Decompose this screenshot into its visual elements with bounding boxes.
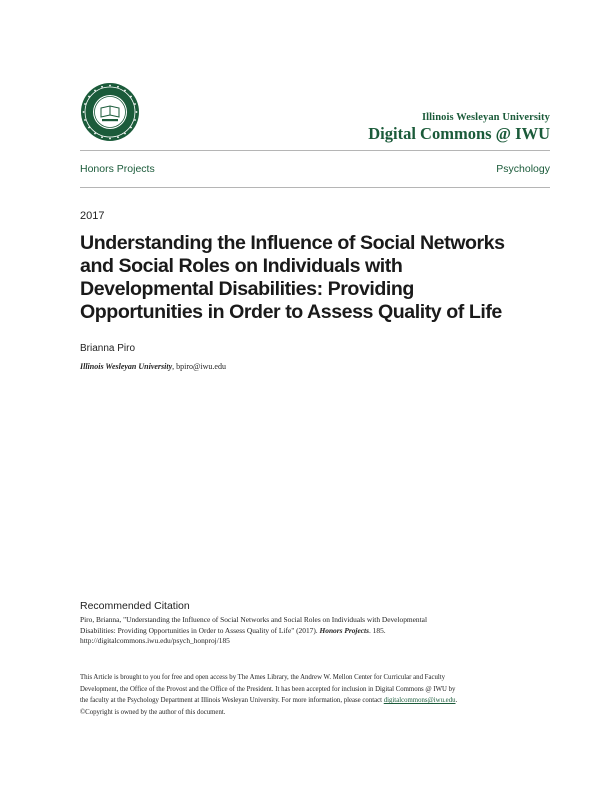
author-name: Brianna Piro [80,343,136,354]
repository-title[interactable]: Digital Commons @ IWU [368,124,550,143]
title-line-3: Developmental Disabilities: Providing [80,278,414,300]
citation-line-2-text: Disabilities: Providing Opportunities in Order to Assess Quality of Life" (2017). [80,625,320,635]
affiliation-email[interactable]: , bpiro@iwu.edu [172,362,226,371]
citation-line-1: Piro, Brianna, "Understanding the Influence of Social Networks and Social Roles on Individuals with Developmental [80,615,428,624]
access-line-2: Development, the Office of the Provost and the Office of the President. It has been accepted for inclusion in Digital Commons @ IWU by [80,685,456,693]
copyright-notice: ©Copyright is owned by the author of this document. [80,708,226,716]
citation-line-2 [80,626,550,637]
top-divider [80,150,550,151]
contact-email-link[interactable]: digitalcommons@iwu.edu [383,697,456,704]
honors-projects-link[interactable]: Honors Projects [80,163,155,175]
title-line-4: Opportunities in Order to Assess Quality of Life [80,301,502,323]
citation-url[interactable]: http://digitalcommons.iwu.edu/psych_honproj/185 [80,636,230,645]
publication-year: 2017 [80,210,105,222]
university-seal-icon [80,82,140,142]
title-line-2: and Social Roles on Individuals with [80,255,403,277]
university-name: Illinois Wesleyan University [421,112,550,123]
affiliation-institution: Illinois Wesleyan University [80,362,173,371]
repository-header [368,112,550,144]
citation-body [80,615,550,647]
citation-journal: Honors Projects [319,625,369,635]
middle-divider [80,187,550,188]
citation-number: . 185. [368,625,386,635]
access-line-3-text: the faculty at the Psychology Department at Illinois Wesleyan University. For more information, please contact [80,697,384,704]
access-line-1: This Article is brought to you for free and open access by The Ames Library, the Andrew W. Mellon Center for Curricular and Faculty [80,674,446,681]
title-line-1: Understanding the Influence of Social Networks [80,232,505,254]
access-line-3-end: . [455,697,458,704]
author-affiliation [80,362,226,371]
access-statement [80,672,550,718]
access-line-3 [80,695,550,707]
document-title [80,232,555,324]
citation-heading: Recommended Citation [80,600,190,612]
psychology-link[interactable]: Psychology [496,163,550,175]
